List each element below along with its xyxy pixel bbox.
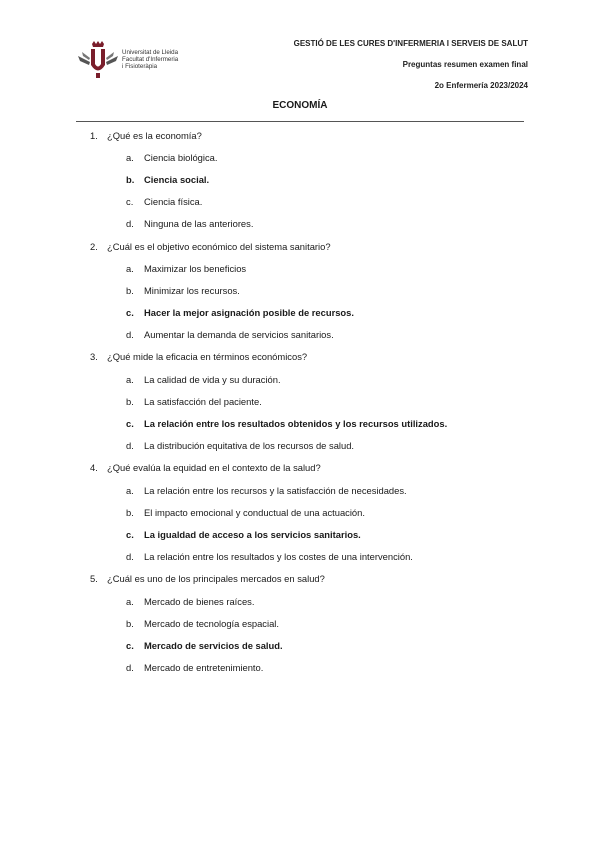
option-letter: b. <box>126 396 134 407</box>
option-letter: d. <box>126 329 134 340</box>
option-letter: d. <box>126 440 134 451</box>
option-letter: a. <box>126 374 134 385</box>
logo-line-3: i Fisioteràpia <box>122 63 158 70</box>
option-text: La satisfacción del paciente. <box>144 396 262 407</box>
question-number: 1. <box>90 130 98 141</box>
option-text: Ciencia física. <box>144 196 203 207</box>
question-number: 3. <box>90 351 98 362</box>
question-text: ¿Cuál es uno de los principales mercados en salud? <box>107 573 325 584</box>
option-letter: d. <box>126 662 134 673</box>
question-text: ¿Qué es la economía? <box>107 130 202 141</box>
option-text: Mercado de entretenimiento. <box>144 662 264 673</box>
logo-text <box>122 49 178 70</box>
option-text: Maximizar los beneficios <box>144 263 247 274</box>
option-letter: a. <box>126 152 134 163</box>
option-text: Ninguna de las anteriores. <box>144 218 254 229</box>
title-divider <box>76 121 524 122</box>
option-text: La igualdad de acceso a los servicios sanitarios. <box>144 529 361 540</box>
option-text: Hacer la mejor asignación posible de recursos. <box>144 307 354 318</box>
option-text: Aumentar la demanda de servicios sanitarios. <box>144 329 334 340</box>
option-letter: a. <box>126 485 134 496</box>
option-text: La distribución equitativa de los recursos de salud. <box>144 440 355 451</box>
university-logo <box>76 40 186 82</box>
option-text: Mercado de tecnología espacial. <box>144 618 279 629</box>
option-letter: c. <box>126 418 134 429</box>
question-text: ¿Qué evalúa la equidad en el contexto de la salud? <box>107 462 321 473</box>
option-letter: b. <box>126 285 134 296</box>
logo-line-2: Facultat d'Infermeria <box>122 56 179 63</box>
option-letter: b. <box>126 507 134 518</box>
option-letter: c. <box>126 640 134 651</box>
option-text: Ciencia biológica. <box>144 152 218 163</box>
option-letter: c. <box>126 196 134 207</box>
option-letter: b. <box>126 174 135 185</box>
academic-year: 2o Enfermería 2023/2024 <box>434 81 528 90</box>
option-text: Minimizar los recursos. <box>144 285 240 296</box>
option-text: La relación entre los recursos y la satisfacción de necesidades. <box>144 485 407 496</box>
option-text: La relación entre los resultados obtenidos y los recursos utilizados. <box>144 418 448 429</box>
university-crest-icon <box>76 40 120 80</box>
question-number: 4. <box>90 462 98 473</box>
option-letter: b. <box>126 618 134 629</box>
option-text: La calidad de vida y su duración. <box>144 374 281 385</box>
question-number: 2. <box>90 241 98 252</box>
option-text: Mercado de bienes raíces. <box>144 596 255 607</box>
option-text: La relación entre los resultados y los costes de una intervención. <box>144 551 413 562</box>
course-name: GESTIÓ DE LES CURES D'INFERMERIA I SERVEIS DE SALUT <box>293 39 528 48</box>
page-title: ECONOMÍA <box>272 100 328 111</box>
option-text: El impacto emocional y conductual de una actuación. <box>144 507 365 518</box>
option-text: Ciencia social. <box>144 174 210 185</box>
option-letter: d. <box>126 551 134 562</box>
option-letter: c. <box>126 307 134 318</box>
option-letter: a. <box>126 596 134 607</box>
question-text: ¿Cuál es el objetivo económico del sistema sanitario? <box>107 241 331 252</box>
logo-line-1: Universitat de Lleida <box>122 49 179 56</box>
option-letter: d. <box>126 218 134 229</box>
option-text: Mercado de servicios de salud. <box>144 640 283 651</box>
question-number: 5. <box>90 573 98 584</box>
option-letter: c. <box>126 529 134 540</box>
option-letter: a. <box>126 263 134 274</box>
question-text: ¿Qué mide la eficacia en términos económicos? <box>107 351 308 362</box>
document-subtitle: Preguntas resumen examen final <box>402 60 528 69</box>
